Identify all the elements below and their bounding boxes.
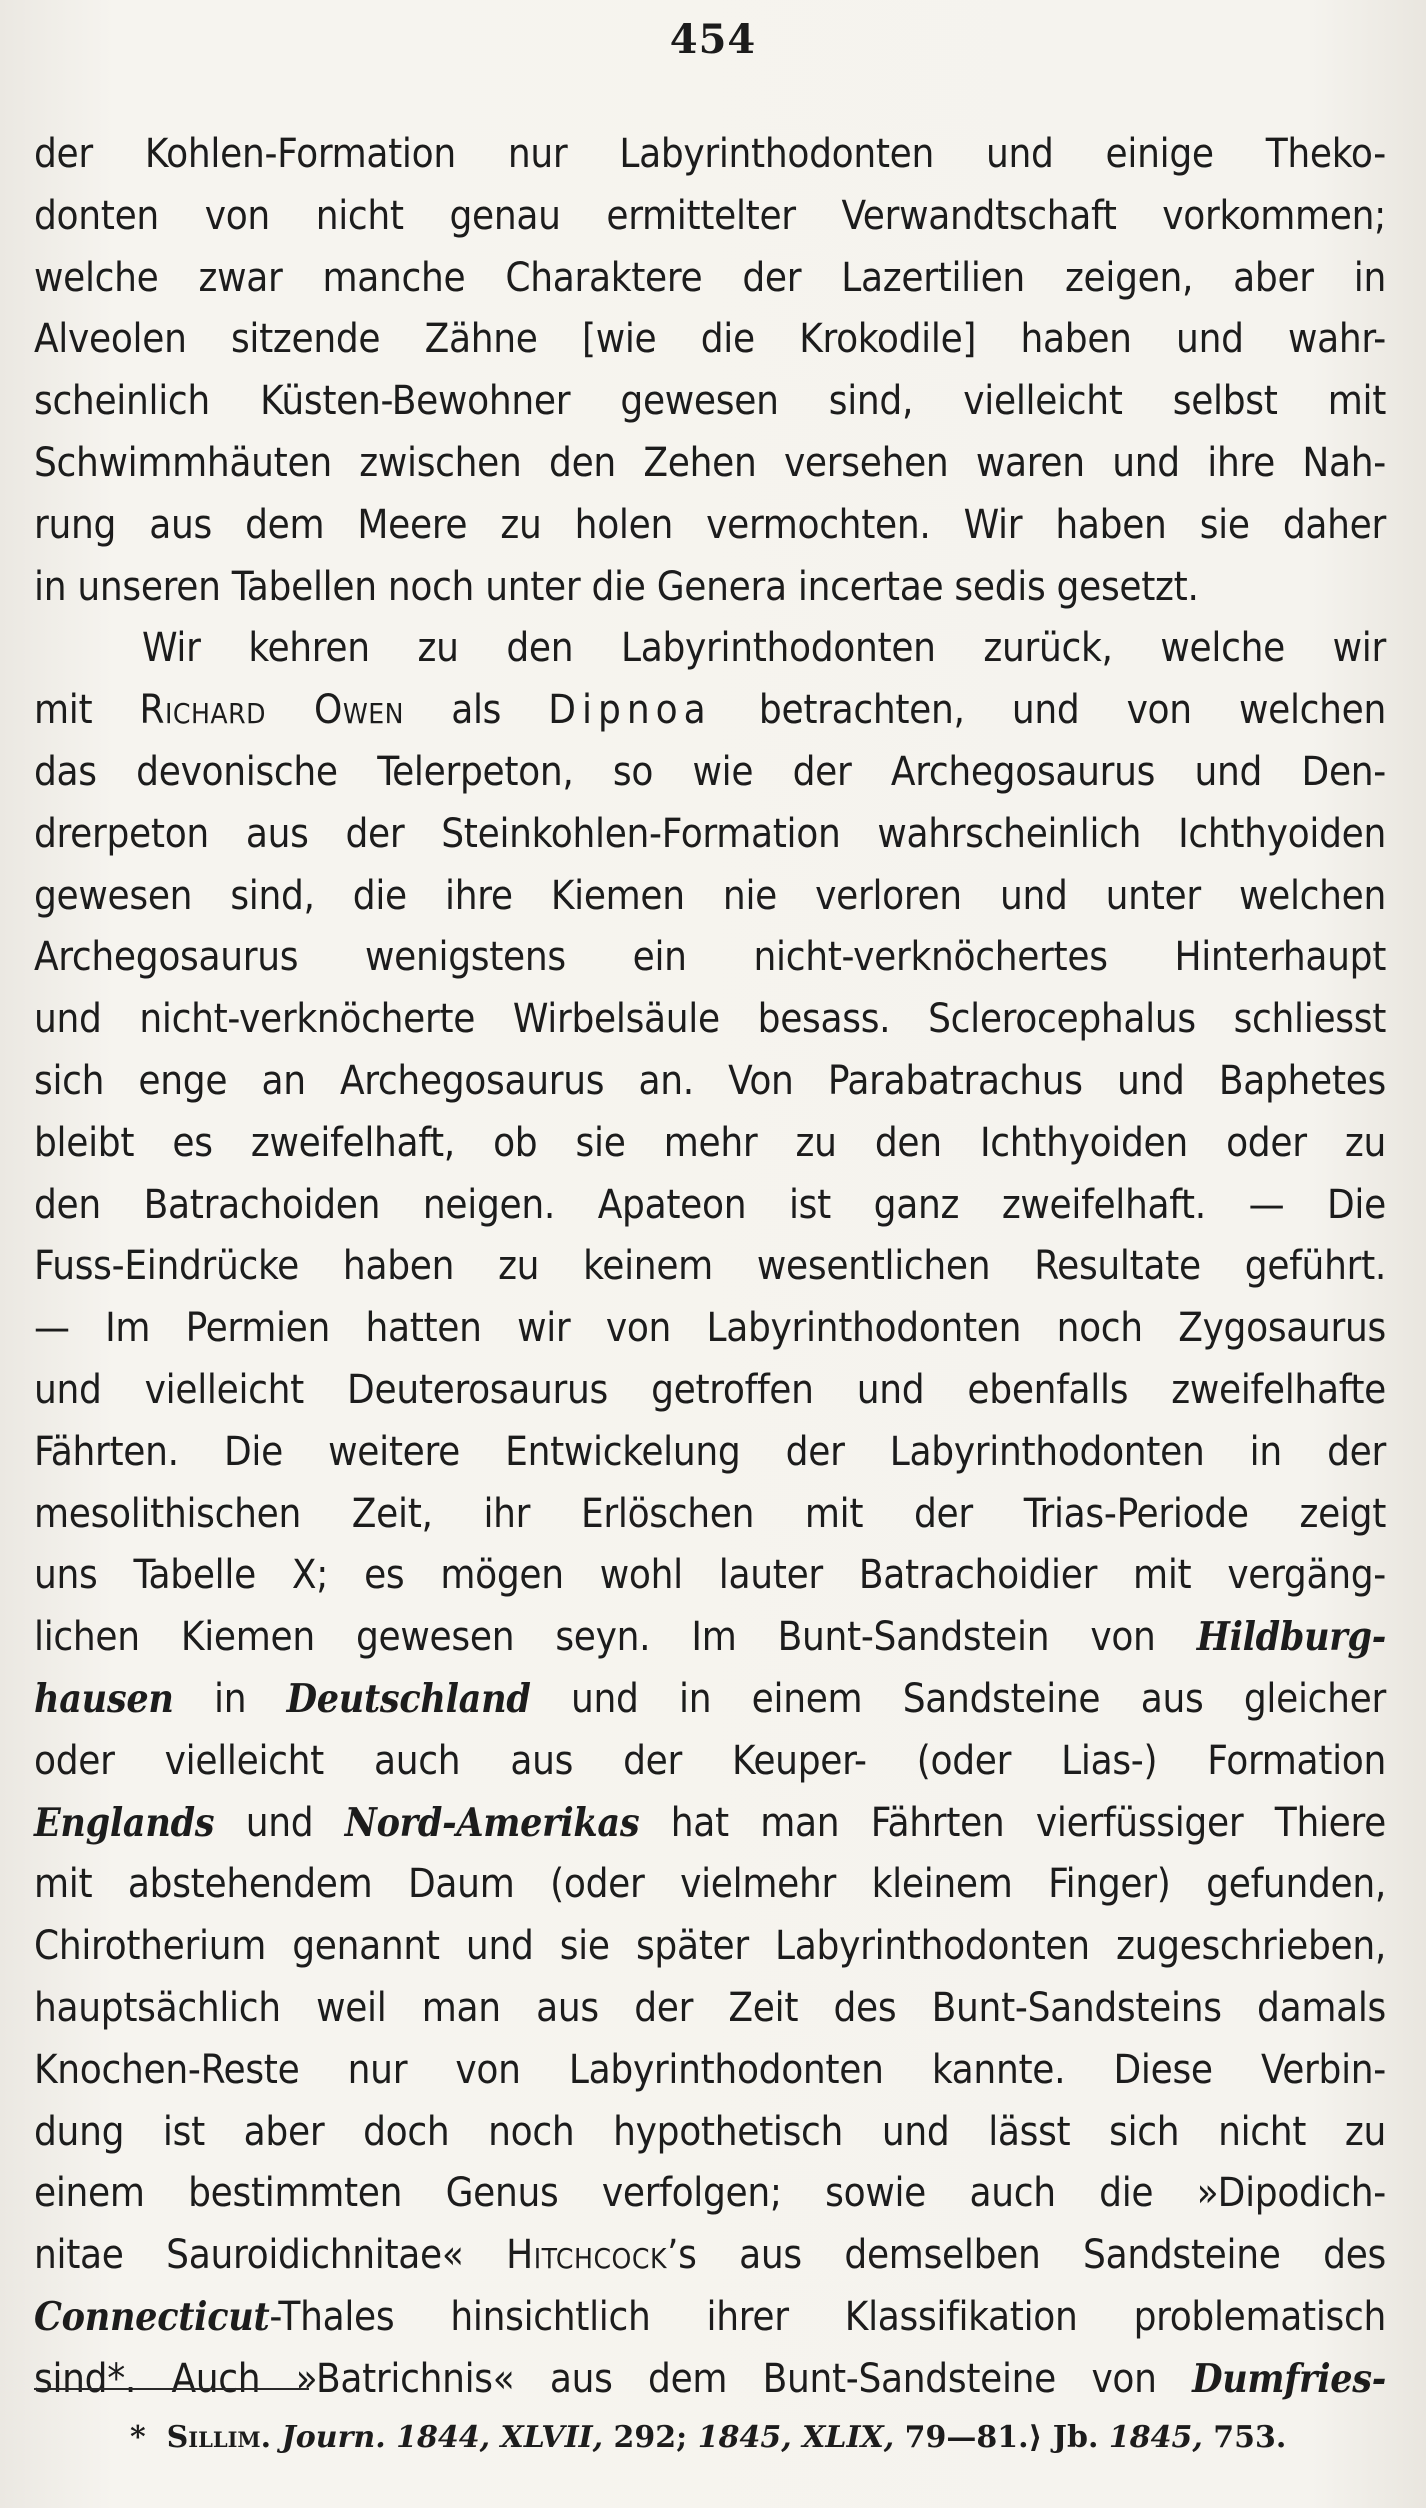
text-run: und in einem Sandsteine aus gleicher: [530, 1675, 1386, 1722]
footnote-source: Sillim.: [166, 2420, 272, 2455]
footnote-marker: *: [130, 2420, 146, 2455]
text-line: den Batrachoiden neigen. Apateon ist ganz zweifelhaft. — Die: [34, 1181, 1386, 1228]
text-line: einem bestimmten Genus verfolgen; sowie auch die »Dipodich-: [34, 2170, 1386, 2217]
text-line: sich enge an Archegosaurus an. Von Parabatrachus und Baphetes: [34, 1057, 1386, 1104]
footnote-arrow: ⟩: [1028, 2420, 1043, 2455]
author-name: Richard Owen: [139, 687, 405, 734]
place-name: Connecticut: [34, 2293, 270, 2340]
page-number: 454: [669, 16, 757, 63]
text-line: Chirotherium genannt und sie später Labyrinthodonten zugeschrieben,: [34, 1923, 1386, 1970]
text-line: [34, 2287, 1386, 2349]
text-line: [34, 2225, 1386, 2287]
text-line: Wir kehren zu den Labyrinthodonten zurück, welche wir: [142, 625, 1386, 672]
footnote-divider: [34, 2388, 309, 2390]
text-line: und vielleicht Deuterosaurus getroffen und ebenfalls zweifelhafte: [34, 1366, 1386, 1413]
text-line: Alveolen sitzende Zähne [wie die Krokodile] haben und wahr-: [34, 316, 1386, 363]
place-name: Englands: [34, 1799, 215, 1846]
text-line: in unseren Tabellen noch unter die Genera incertae sedis gesetzt.: [34, 563, 1199, 610]
text-line: bleibt es zweifelhaft, ob sie mehr zu den Ichthyoiden oder zu: [34, 1119, 1386, 1166]
footnote-citation: Journ. 1844, XLVII,: [281, 2420, 604, 2455]
text-line: [34, 1607, 1386, 1669]
text-line: [34, 2349, 1386, 2411]
text-run: als: [404, 687, 549, 734]
footnote-pages: 753.: [1202, 2420, 1287, 2455]
place-name: Hildburg-: [1196, 1614, 1386, 1661]
text-line: Archegosaurus wenigstens ein nicht-verknöchertes Hinterhaupt: [34, 934, 1386, 981]
text-line: rung aus dem Meere zu holen vermochten. Wir haben sie daher: [34, 501, 1386, 548]
footnote-citation: 1845, XLIX,: [697, 2420, 895, 2455]
text-line: scheinlich Küsten-Bewohner gewesen sind, vielleicht selbst mit: [34, 378, 1386, 425]
place-name: Deutschland: [286, 1675, 531, 1722]
author-name: Hitchcock: [506, 2232, 667, 2279]
footnote-pages: 292;: [603, 2420, 698, 2455]
text-line: Fährten. Die weitere Entwickelung der Labyrinthodonten in der: [34, 1428, 1386, 1475]
text-line: [34, 1669, 1386, 1731]
text-run: -Thales hinsichtlich ihrer Klassifikation problematisch: [269, 2293, 1386, 2340]
text-line: das devonische Telerpeton, so wie der Archegosaurus und Den-: [34, 748, 1386, 795]
text-line: — Im Permien hatten wir von Labyrinthodonten noch Zygosaurus: [34, 1305, 1386, 1352]
place-name: hausen: [34, 1675, 174, 1722]
text-line: gewesen sind, die ihre Kiemen nie verloren und unter welchen: [34, 872, 1386, 919]
text-line: Fuss-Eindrücke haben zu keinem wesentlichen Resultate geführt.: [34, 1243, 1386, 1290]
text-run: lichen Kiemen gewesen seyn. Im Bunt-Sandstein von: [34, 1614, 1197, 1661]
text-line: [34, 1793, 1386, 1855]
text-line: der Kohlen-Formation nur Labyrinthodonten und einige Theko-: [34, 131, 1386, 177]
place-name: Dumfries-: [1192, 2355, 1386, 2402]
footnote: [130, 2418, 1286, 2458]
text-run: betrachten, und von welchen: [711, 687, 1387, 734]
text-line: mit abstehendem Daum (oder vielmehr kleinem Finger) gefunden,: [34, 1861, 1386, 1908]
body-text: [34, 124, 1386, 2410]
text-run: nitae Sauroidichnitae«: [34, 2232, 507, 2279]
text-line: hauptsächlich weil man aus der Zeit des Bunt-Sandsteins damals: [34, 1984, 1386, 2031]
text-line: und nicht-verknöcherte Wirbelsäule besass. Sclerocephalus schliesst: [34, 996, 1386, 1043]
text-run: ’s aus demselben Sandsteine des: [666, 2232, 1386, 2279]
text-run: mit: [34, 687, 140, 734]
text-line: Schwimmhäuten zwischen den Zehen versehen waren und ihre Nah-: [34, 439, 1386, 486]
text-run: und: [214, 1799, 345, 1846]
text-line: donten von nicht genau ermittelter Verwandtschaft vorkommen;: [34, 192, 1386, 239]
text-run: in: [173, 1675, 287, 1722]
text-line: oder vielleicht auch aus der Keuper- (oder Lias-) Formation: [34, 1737, 1386, 1784]
text-run: sind*. Auch »Batrichnis« aus dem Bunt-Sandsteine von: [34, 2355, 1193, 2402]
footnote-pages: 79—81.: [894, 2420, 1029, 2455]
text-line: dung ist aber doch noch hypothetisch und lässt sich nicht zu: [34, 2108, 1386, 2155]
footnote-year: 1845,: [1108, 2420, 1203, 2455]
text-line: drerpeton aus der Steinkohlen-Formation wahrscheinlich Ichthyoiden: [34, 810, 1386, 857]
taxon-term: Dipnoa: [548, 687, 712, 734]
text-line: uns Tabelle X; es mögen wohl lauter Batrachoidier mit vergäng-: [34, 1552, 1386, 1599]
text-line: Knochen-Reste nur von Labyrinthodonten kannte. Diese Verbin-: [34, 2046, 1386, 2093]
text-line: mesolithischen Zeit, ihr Erlöschen mit der Trias-Periode zeigt: [34, 1490, 1386, 1537]
text-line: welche zwar manche Charaktere der Lazertilien zeigen, aber in: [34, 254, 1386, 301]
place-name: Nord-Amerikas: [344, 1799, 640, 1846]
text-line: [34, 680, 1386, 742]
footnote-jb: Jb.: [1042, 2420, 1109, 2455]
text-run: hat man Fährten vierfüssiger Thiere: [639, 1799, 1386, 1846]
